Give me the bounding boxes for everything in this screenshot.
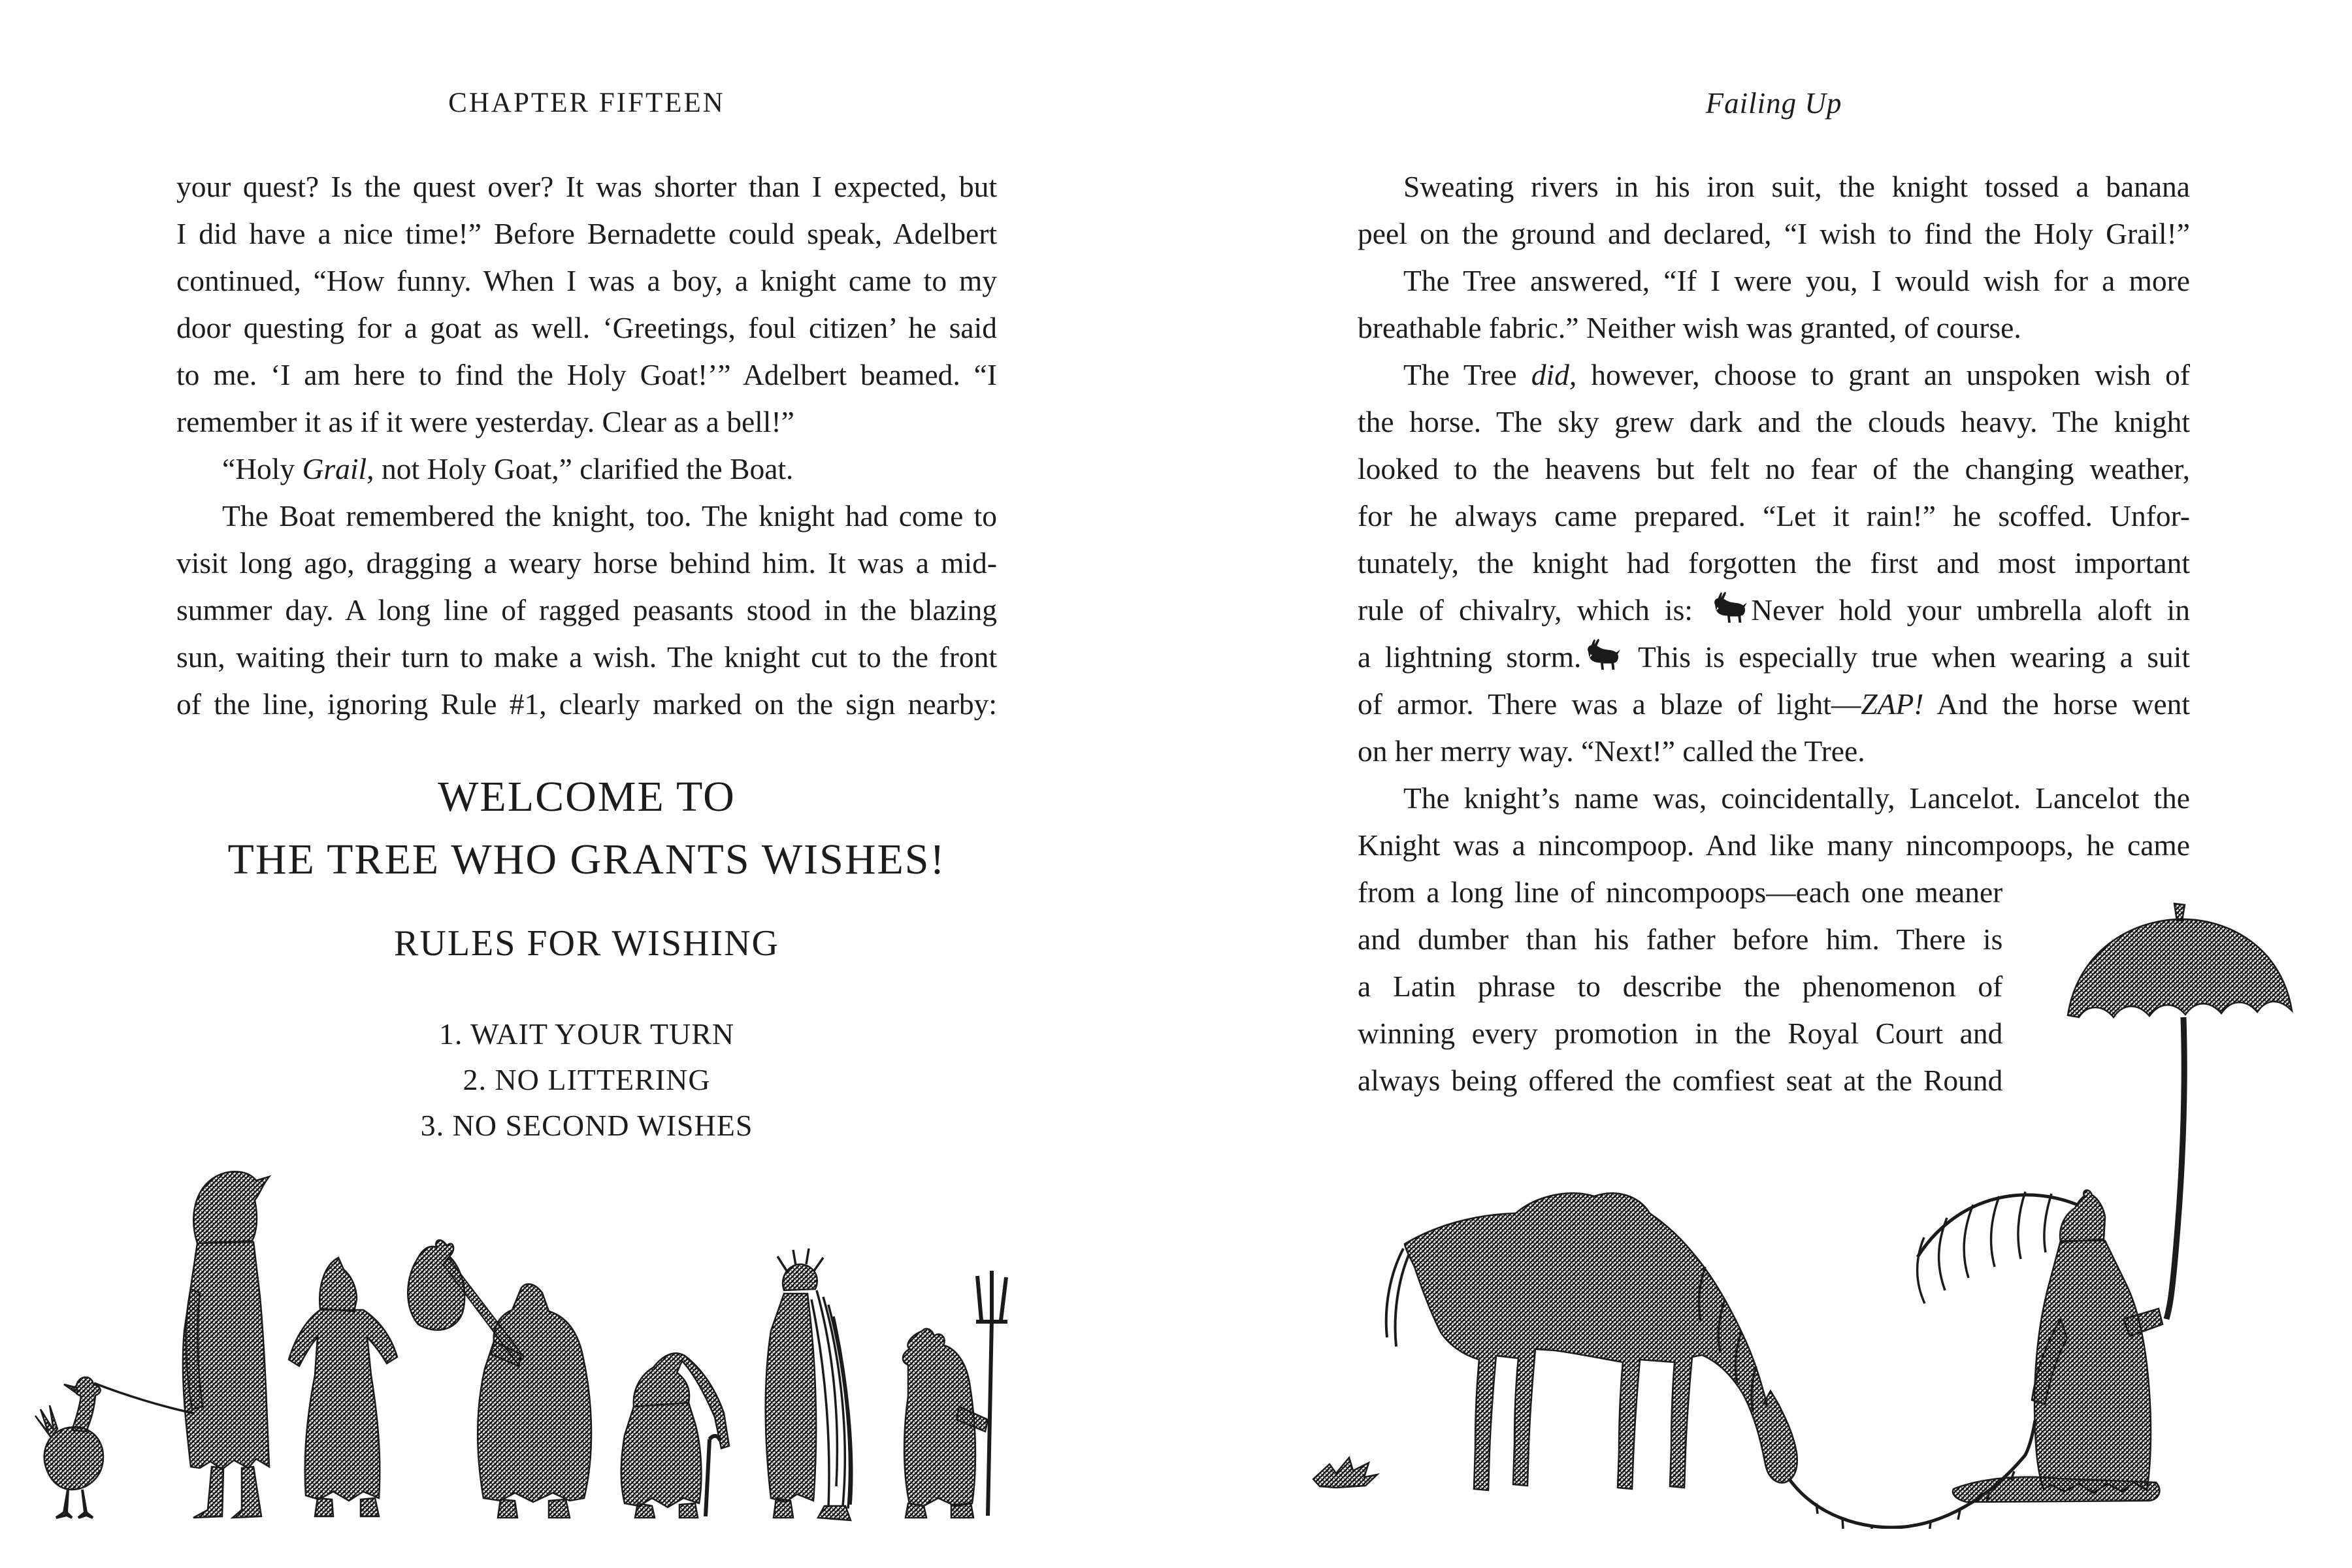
text-run: on her merry way. “Next!” called the Tree. — [1358, 734, 1865, 768]
text-line — [1358, 446, 2190, 493]
right-body-text — [1358, 163, 2190, 1104]
text-line — [1358, 681, 2190, 728]
rule-item: 3. NO SECOND WISHES — [420, 1109, 753, 1142]
text-line — [1358, 163, 2190, 210]
text-run: The knight’s name was, coincidentally, Lancelot. Lancelot the — [1403, 781, 2190, 815]
text-line — [176, 399, 997, 446]
rule-item: 1. WAIT YOUR TURN — [438, 1017, 735, 1051]
rule-item: 2. NO LITTERING — [463, 1063, 711, 1096]
text-run: remember it as if it were yesterday. Clear as a bell!” — [176, 405, 794, 438]
text-run: door questing for a goat as well. ‘Greetings, foul citizen’ he said — [176, 311, 997, 344]
horse — [1386, 1193, 1797, 1490]
text-run: from a long line of nincompoops—each one meaner — [1358, 875, 2003, 909]
chapter-header: CHAPTER FIFTEEN — [448, 88, 725, 118]
text-line — [1358, 822, 2190, 869]
text-run: to me. ‘I am here to find the Holy Goat!’” Adelbert beamed. “I — [176, 358, 997, 391]
text-run: rule of chivalry, which is: — [1358, 593, 1708, 627]
italic-text-run: did, — [1531, 358, 1577, 391]
text-run: breathable fabric.” Neither wish was granted, of course. — [1358, 311, 2021, 344]
text-run: summer day. A long line of ragged peasants stood in the blazing — [176, 593, 997, 627]
text-line — [1358, 304, 2190, 351]
text-line — [176, 351, 997, 399]
text-run: a lightning storm. — [1358, 640, 1582, 674]
text-run: The Tree — [1403, 358, 1531, 391]
peasant-queue-illustration — [26, 1158, 1137, 1527]
text-run: not Holy Goat,” clarified the Boat. — [374, 452, 794, 485]
text-line — [176, 257, 997, 304]
text-run: And the horse went — [1923, 687, 2190, 721]
text-line — [1358, 257, 2190, 304]
text-run: peel on the ground and declared, “I wish to find the Holy Grail!” — [1358, 217, 2190, 250]
text-line — [1358, 399, 2190, 446]
goat-icon — [1584, 638, 1622, 672]
text-line — [1358, 587, 2190, 634]
left-body-text — [176, 163, 997, 728]
text-line — [1358, 493, 2190, 540]
text-line — [1358, 634, 2190, 681]
wishing-tree-sign — [176, 766, 997, 1149]
knight-figure — [1918, 1190, 2163, 1502]
text-run: sun, waiting their turn to make a wish. The knight cut to the front — [176, 640, 997, 674]
text-run: Never hold your umbrella aloft in — [1751, 593, 2190, 627]
text-line — [1358, 351, 2190, 399]
text-line — [176, 540, 997, 587]
text-run: Sweating rivers in his iron suit, the knight tossed a banana — [1403, 170, 2190, 203]
text-run: looked to the heavens but felt no fear of the changing weather, — [1358, 452, 2190, 485]
running-header: Failing Up — [1705, 87, 1842, 120]
text-run: “Holy — [222, 452, 302, 485]
text-line — [1358, 963, 2002, 1010]
text-line — [1358, 1057, 2002, 1104]
text-run: always being offered the comfiest seat at the Round — [1358, 1064, 2003, 1097]
peasant-figures — [35, 1171, 1007, 1520]
text-line — [1358, 210, 2190, 257]
text-line — [176, 163, 997, 210]
italic-text-run: Grail, — [302, 452, 374, 485]
text-run: your quest? Is the quest over? It was shorter than I expected, but — [176, 170, 997, 203]
text-run: The Boat remembered the knight, too. The knight had come to — [222, 499, 997, 532]
text-line — [1358, 869, 2002, 916]
text-line — [176, 587, 997, 634]
text-run: and dumber than his father before him. There is — [1358, 923, 2003, 956]
text-run: a Latin phrase to describe the phenomenon of — [1358, 970, 2003, 1003]
right-text-column — [1358, 86, 2190, 1104]
text-run: The Tree answered, “If I were you, I would wish for a more — [1403, 264, 2190, 297]
garland-lead — [1789, 1420, 2035, 1529]
left-text-column — [176, 86, 997, 1149]
sign-title-line2: THE TREE WHO GRANTS WISHES! — [227, 836, 946, 883]
text-run: I did have a nice time!” Before Bernadette could speak, Adelbert — [176, 217, 997, 250]
text-run: the horse. The sky grew dark and the clouds heavy. The knight — [1358, 405, 2190, 438]
italic-text-run: ZAP! — [1861, 687, 1924, 721]
text-line — [176, 634, 997, 681]
text-run: of armor. There was a blaze of light— — [1358, 687, 1861, 721]
text-run: however, choose to grant an unspoken wish of — [1576, 358, 2190, 391]
text-line — [1358, 540, 2190, 587]
rules-heading: RULES FOR WISHING — [394, 923, 779, 964]
text-line — [176, 493, 997, 540]
text-line — [1358, 1010, 2002, 1057]
text-line — [176, 446, 997, 493]
rules-list — [176, 1011, 997, 1149]
sign-title-line1: WELCOME TO — [438, 773, 736, 821]
text-run: tunately, the knight had forgotten the first and most important — [1358, 546, 2190, 580]
text-line — [1358, 916, 2002, 963]
text-run: continued, “How funny. When I was a boy, a knight came to my — [176, 264, 997, 297]
text-run: winning every promotion in the Royal Court and — [1358, 1017, 2003, 1050]
text-line — [1358, 775, 2190, 822]
banana-peel — [1313, 1458, 1377, 1488]
text-run: of the line, ignoring Rule #1, clearly marked on the sign nearby: — [176, 687, 997, 721]
goat-icon — [1710, 591, 1748, 625]
text-run: for he always came prepared. “Let it rain!” he scoffed. Unfor- — [1358, 499, 2190, 532]
text-line — [176, 681, 997, 728]
text-line — [176, 210, 997, 257]
text-run: Knight was a nincompoop. And like many nincompoops, he came — [1358, 828, 2190, 862]
text-line — [1358, 728, 2190, 775]
text-line — [176, 304, 997, 351]
right-page — [1176, 0, 2352, 1568]
text-run: visit long ago, dragging a weary horse behind him. It was a mid- — [176, 546, 997, 580]
text-run: This is especially true when wearing a suit — [1624, 640, 2190, 674]
